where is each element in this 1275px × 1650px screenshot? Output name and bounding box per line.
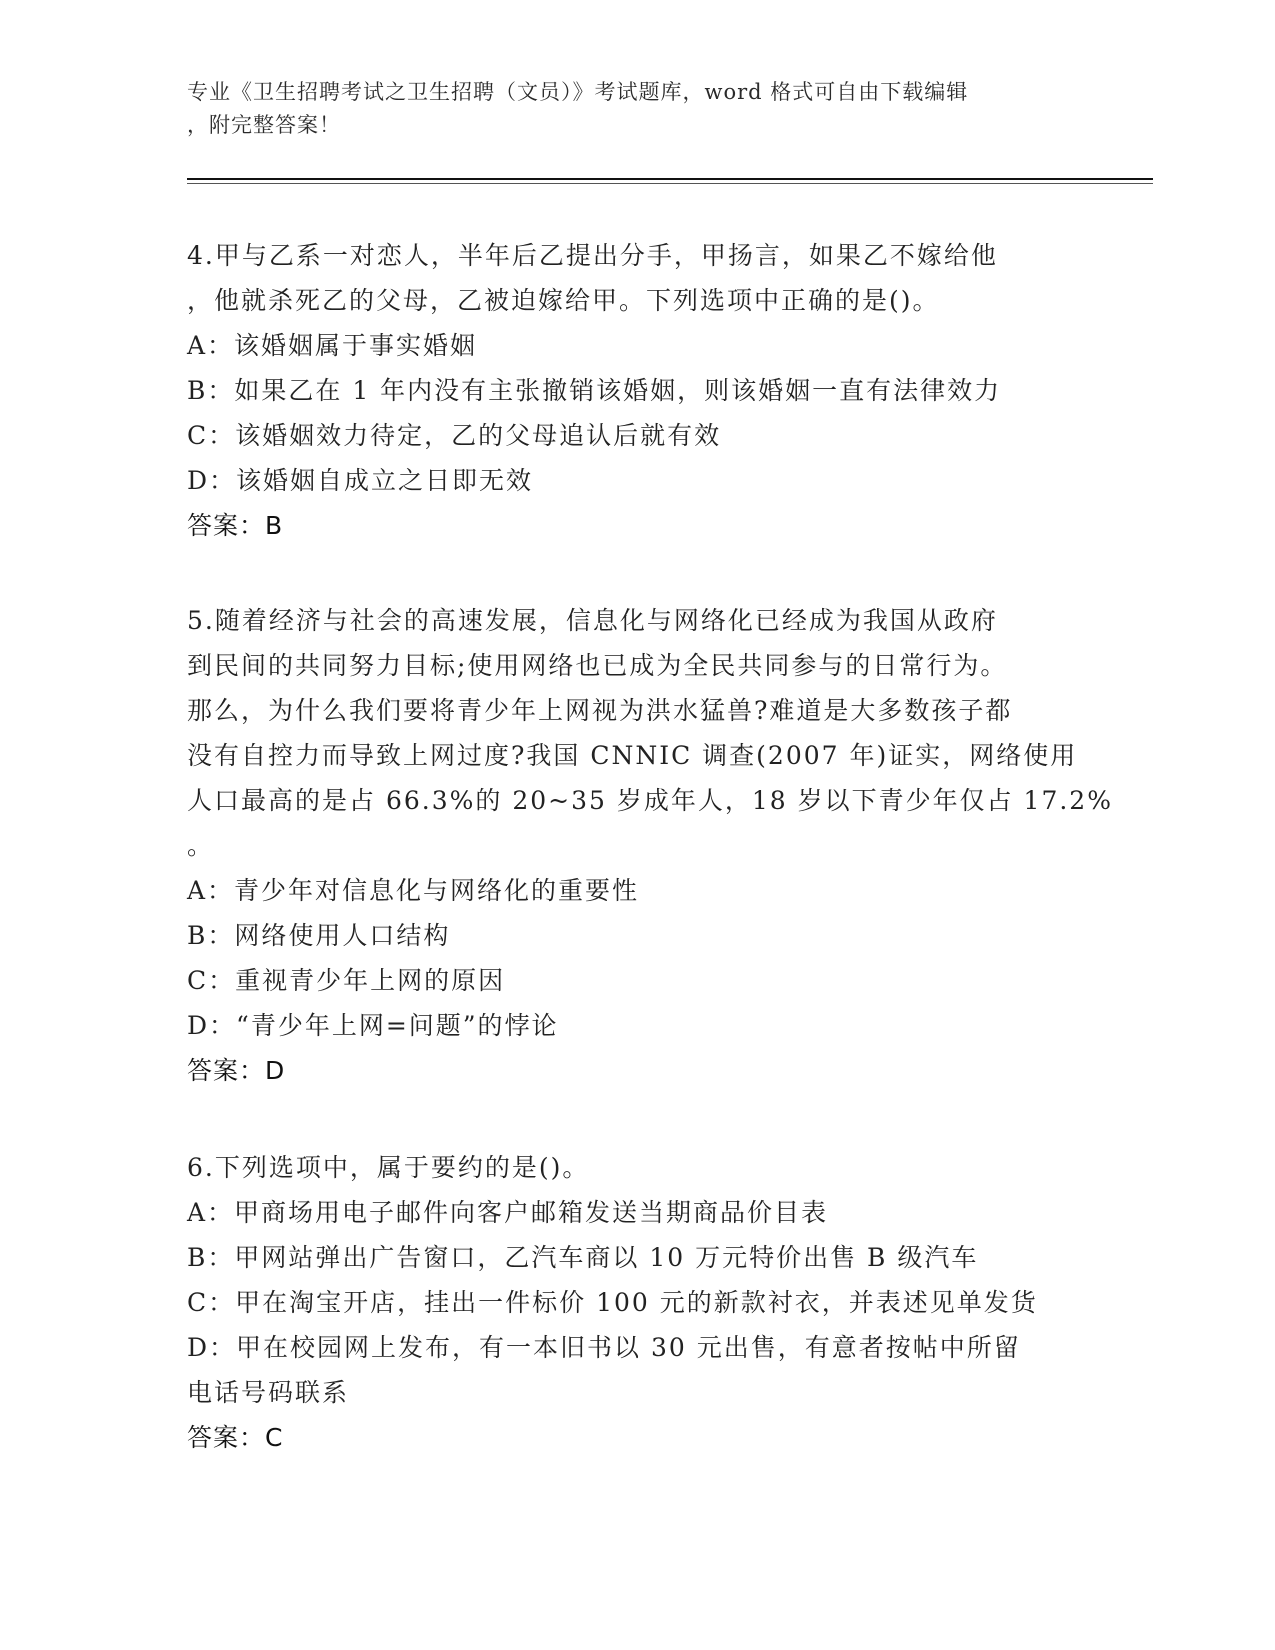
option-d: D：“青少年上网=问题”的悖论 (187, 1011, 559, 1040)
question-stem-line: 5.随着经济与社会的高速发展，信息化与网络化已经成为我国从政府 (187, 606, 998, 635)
option-b: B：网络使用人口结构 (187, 921, 451, 950)
question-4 (187, 233, 1087, 548)
document-header (187, 76, 1067, 142)
option-c: C：重视青少年上网的原因 (187, 966, 506, 995)
option-a: A：甲商场用电子邮件向客户邮箱发送当期商品价目表 (187, 1198, 829, 1227)
answer-line: 答案：B (187, 511, 284, 540)
option-d: D：该婚姻自成立之日即无效 (187, 466, 534, 495)
header-divider-thick (187, 178, 1153, 180)
question-stem-line: 没有自控力而导致上网过度?我国 CNNIC 调查(2007 年)证实，网络使用 (187, 741, 1078, 770)
question-6 (187, 1145, 1087, 1460)
option-a: A：青少年对信息化与网络化的重要性 (187, 876, 640, 905)
option-a: A：该婚姻属于事实婚姻 (187, 331, 478, 360)
question-stem-line: 6.下列选项中，属于要约的是()。 (187, 1153, 590, 1182)
question-stem-line: 那么，为什么我们要将青少年上网视为洪水猛兽?难道是大多数孩子都 (187, 696, 1013, 725)
question-stem-line: 人口最高的是占 66.3%的 20~35 岁成年人，18 岁以下青少年仅占 17.2% (187, 786, 1113, 815)
option-c: C：该婚姻效力待定，乙的父母追认后就有效 (187, 421, 722, 450)
option-b: B：甲网站弹出广告窗口，乙汽车商以 10 万元特价出售 B 级汽车 (187, 1243, 979, 1272)
header-line-2: ，附完整答案！ (187, 113, 341, 137)
question-5 (187, 598, 1113, 1093)
answer-line: 答案：C (187, 1423, 284, 1452)
question-stem-line: 4.甲与乙系一对恋人，半年后乙提出分手，甲扬言，如果乙不嫁给他 (187, 241, 998, 270)
answer-line: 答案：D (187, 1056, 286, 1085)
option-b: B：如果乙在 1 年内没有主张撤销该婚姻，则该婚姻一直有法律效力 (187, 376, 1002, 405)
header-divider-thin (187, 183, 1153, 184)
question-stem-line: 到民间的共同努力目标;使用网络也已成为全民共同参与的日常行为。 (187, 651, 1008, 680)
option-c: C：甲在淘宝开店，挂出一件标价 100 元的新款衬衣，并表述见单发货 (187, 1288, 1038, 1317)
option-d: D：甲在校园网上发布，有一本旧书以 30 元出售，有意者按帖中所留 (187, 1333, 1021, 1362)
option-d-continuation: 电话号码联系 (187, 1378, 350, 1407)
question-stem-line: ，他就杀死乙的父母，乙被迫嫁给甲。下列选项中正确的是()。 (187, 286, 940, 315)
question-stem-line: 。 (187, 831, 215, 860)
header-line-1: 专业《卫生招聘考试之卫生招聘（文员）》考试题库，word 格式可自由下载编辑 (187, 80, 969, 104)
